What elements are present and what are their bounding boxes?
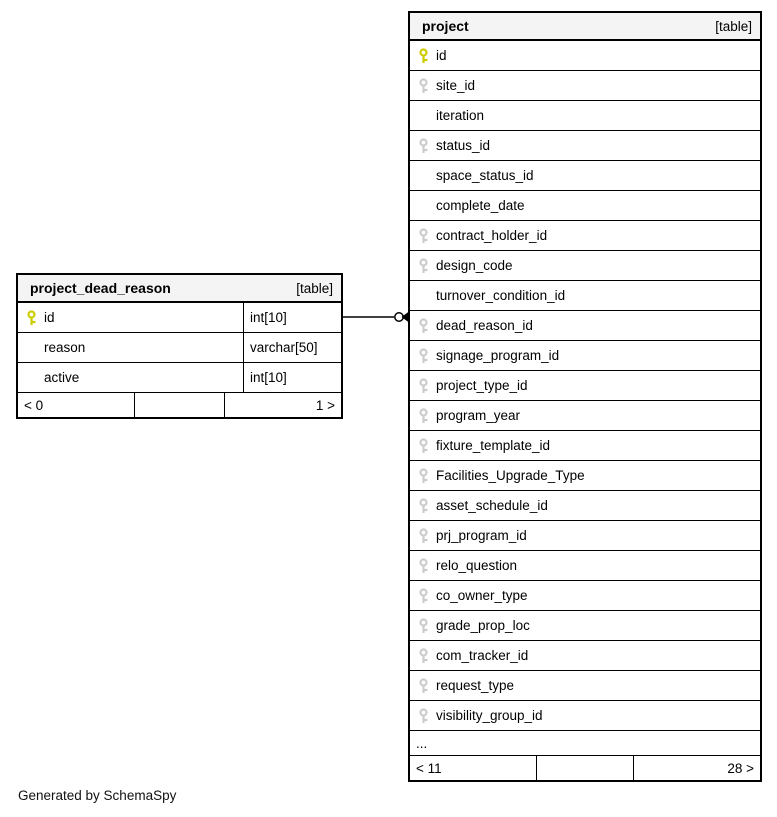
table-footer [18,392,341,417]
footer-middle-cell [536,756,634,780]
no-key-spacer [26,340,37,356]
foreign-key-icon [418,378,429,394]
foreign-key-icon [418,708,429,724]
column-name: iteration [436,108,485,123]
table-project [408,11,762,782]
column-type: varchar[50] [243,333,341,362]
column-name: relo_question [436,558,518,573]
column-name: id [44,310,55,325]
column-type: int[10] [243,303,341,332]
column-row-co_owner_type[interactable] [410,580,760,610]
table-footer [410,755,760,780]
column-name: project_type_id [436,378,528,393]
table-project-dead-reason [16,273,343,419]
column-name: space_status_id [436,168,534,183]
foreign-key-icon [418,678,429,694]
column-name: turnover_condition_id [436,288,566,303]
column-row-space_status_id[interactable] [410,160,760,190]
column-name: status_id [436,138,491,153]
table-header[interactable] [410,13,760,41]
column-row-active[interactable] [18,362,341,392]
foreign-key-icon [418,348,429,364]
no-key-spacer [418,198,429,214]
column-name: visibility_group_id [436,708,543,723]
column-name: fixture_template_id [436,438,551,453]
footer-right-count: 1 > [315,397,335,413]
foreign-key-icon [418,408,429,424]
column-row-project_type_id[interactable] [410,370,760,400]
foreign-key-icon [418,318,429,334]
column-row-id[interactable] [18,303,341,332]
column-name: prj_program_id [436,528,527,543]
column-name: contract_holder_id [436,228,548,243]
no-key-spacer [418,288,429,304]
column-type: int[10] [243,363,341,392]
column-name: request_type [436,678,515,693]
foreign-key-icon [418,228,429,244]
column-row-design_code[interactable] [410,250,760,280]
footer-left-count: < 0 [24,397,44,413]
column-row-site_id[interactable] [410,70,760,100]
table-header[interactable] [18,275,341,303]
column-row-dead_reason_id[interactable] [410,310,760,340]
foreign-key-icon [418,558,429,574]
column-name: com_tracker_id [436,648,529,663]
foreign-key-icon [418,468,429,484]
foreign-key-icon [418,648,429,664]
column-name: program_year [436,408,521,423]
footer-left-count: < 11 [416,760,442,776]
column-row-signage_program_id[interactable] [410,340,760,370]
column-name: asset_schedule_id [436,498,548,513]
no-key-spacer [418,168,429,184]
column-row-reason[interactable] [18,332,341,362]
zero-cardinality-dot [395,313,403,321]
table-name: project [422,18,469,34]
footer-middle-cell [134,393,224,417]
column-row-grade_prop_loc[interactable] [410,610,760,640]
column-name: id [436,48,447,63]
column-name: dead_reason_id [436,318,533,333]
column-row-iteration[interactable] [410,100,760,130]
foreign-key-icon [418,498,429,514]
foreign-key-icon [418,588,429,604]
column-name: reason [44,340,86,355]
table-tag: [table] [715,18,752,34]
column-row-Facilities_Upgrade_Type[interactable] [410,460,760,490]
column-rows [410,41,760,730]
column-name: signage_program_id [436,348,560,363]
column-name: site_id [436,78,476,93]
footer-right-count: 28 > [727,760,754,776]
primary-key-icon [418,48,429,64]
column-row-turnover_condition_id[interactable] [410,280,760,310]
column-name: co_owner_type [436,588,528,603]
column-row-contract_holder_id[interactable] [410,220,760,250]
column-name: grade_prop_loc [436,618,530,633]
table-name: project_dead_reason [30,280,171,296]
foreign-key-icon [418,138,429,154]
column-row-prj_program_id[interactable] [410,520,760,550]
primary-key-icon [26,310,37,326]
column-row-status_id[interactable] [410,130,760,160]
column-name: active [44,370,80,385]
column-row-asset_schedule_id[interactable] [410,490,760,520]
column-row-fixture_template_id[interactable] [410,430,760,460]
column-row-id[interactable] [410,41,760,70]
column-row-visibility_group_id[interactable] [410,700,760,730]
foreign-key-icon [418,528,429,544]
column-row-complete_date[interactable] [410,190,760,220]
column-rows [18,303,341,392]
foreign-key-icon [418,258,429,274]
no-key-spacer [418,108,429,124]
table-tag: [table] [296,280,333,296]
column-row-request_type[interactable] [410,670,760,700]
column-name: design_code [436,258,513,273]
column-name: complete_date [436,198,525,213]
column-name: Facilities_Upgrade_Type [436,468,585,483]
foreign-key-icon [418,78,429,94]
column-row-program_year[interactable] [410,400,760,430]
foreign-key-icon [418,618,429,634]
column-row-relo_question[interactable] [410,550,760,580]
column-row-com_tracker_id[interactable] [410,640,760,670]
foreign-key-icon [418,438,429,454]
generator-credit: Generated by SchemaSpy [18,788,177,803]
no-key-spacer [26,370,37,386]
ellipsis-row[interactable]: ... [410,730,760,755]
